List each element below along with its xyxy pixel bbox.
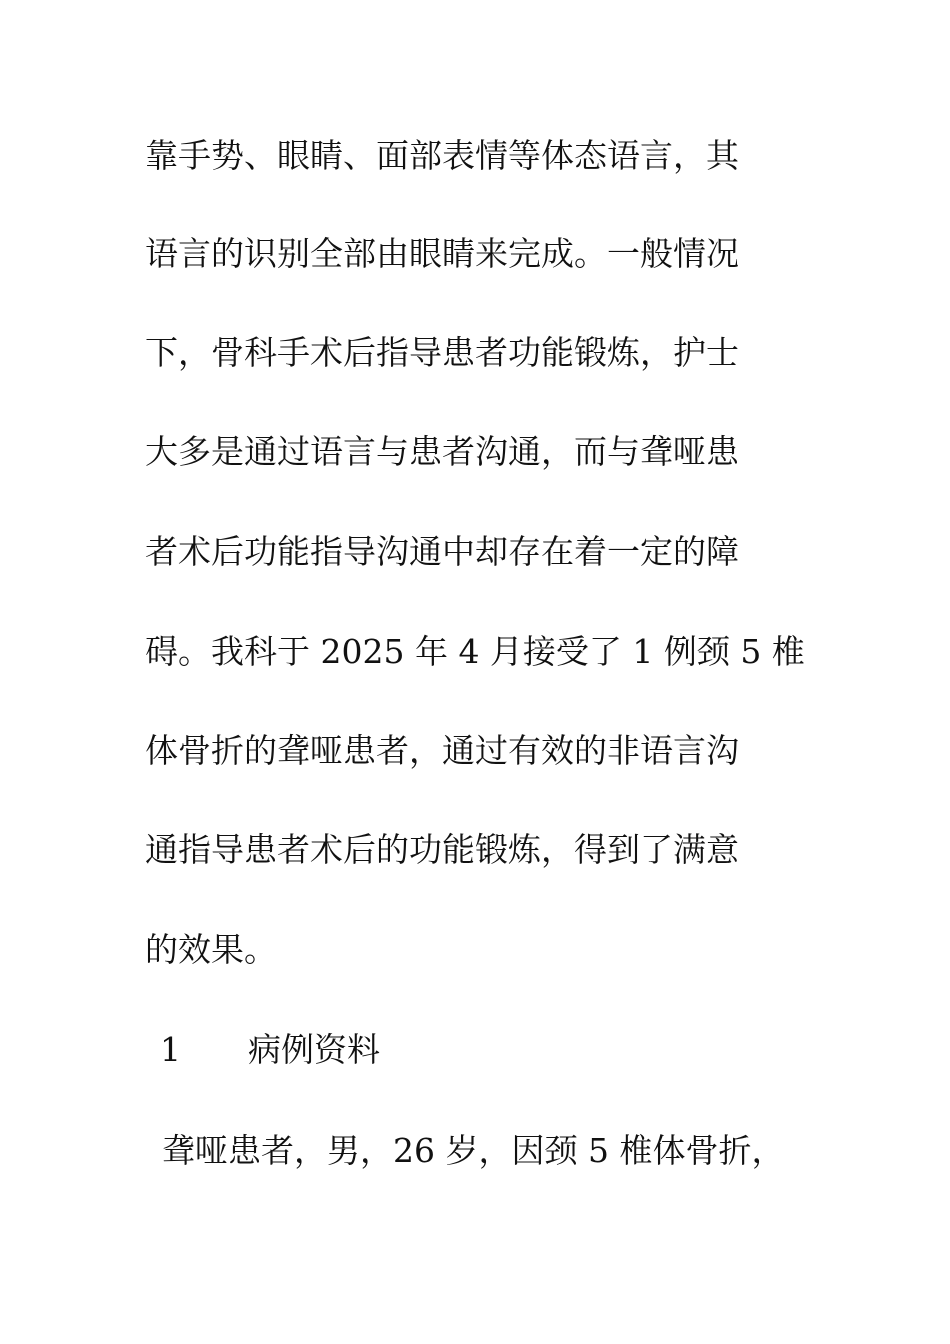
paragraph-line: 聋哑患者，男，26 岁，因颈 5 椎体骨折， — [162, 1131, 785, 1170]
paragraph-line: 靠手势、眼睛、面部表情等体态语言，其 — [145, 136, 739, 175]
paragraph-line: 通指导患者术后的功能锻炼，得到了满意 — [145, 830, 739, 869]
paragraph-line: 的效果。 — [145, 930, 277, 969]
paragraph-line: 下，骨科手术后指导患者功能锻炼，护士 — [145, 333, 739, 372]
section-number: 1 — [160, 1030, 181, 1069]
section-title: 病例资料 — [248, 1030, 380, 1069]
paragraph-line: 语言的识别全部由眼睛来完成。一般情况 — [145, 234, 739, 273]
paragraph-line: 者术后功能指导沟通中却存在着一定的障 — [145, 532, 739, 571]
paragraph-line: 大多是通过语言与患者沟通，而与聋哑患 — [145, 432, 739, 471]
paragraph-line: 碍。我科于 2025 年 4 月接受了 1 例颈 5 椎 — [145, 632, 805, 671]
paragraph-line: 体骨折的聋哑患者，通过有效的非语言沟 — [145, 731, 739, 770]
